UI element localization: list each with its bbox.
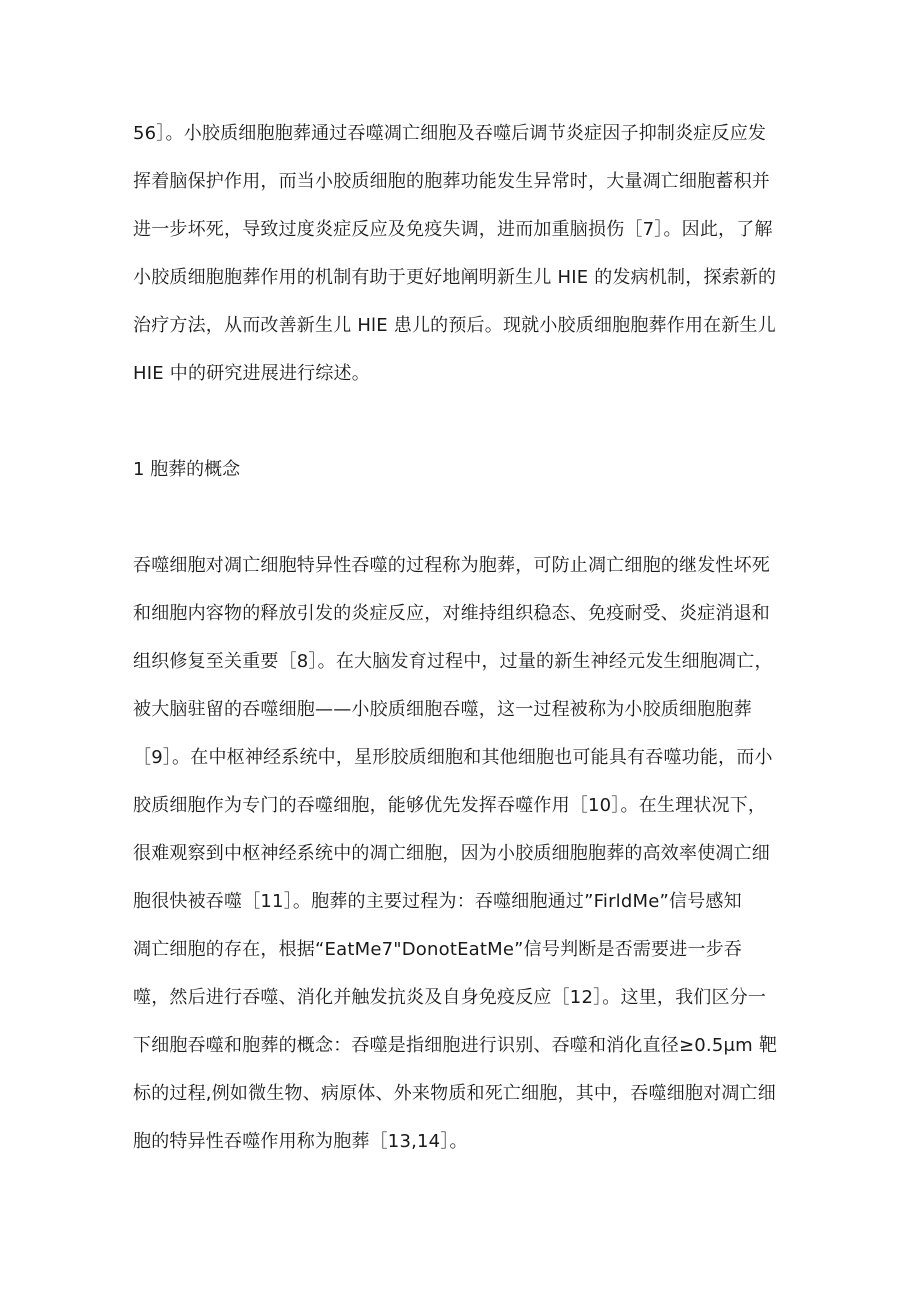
paragraph-line: HIE 中的研究进展进行综述。 [133, 363, 370, 384]
paragraph-line: 56］。小胶质细胞胞葬通过吞噬凋亡细胞及吞噬后调节炎症因子抑制炎症反应发 [133, 123, 767, 144]
paragraph-line: 和细胞内容物的释放引发的炎症反应，对维持组织稳态、免疫耐受、炎症消退和 [133, 603, 770, 624]
paragraph-line: ［9］。在中枢神经系统中，星形胶质细胞和其他细胞也可能具有吞噬功能，而小 [133, 747, 773, 768]
paragraph-line: 被大脑驻留的吞噬细胞——小胶质细胞吞噬，这一过程被称为小胶质细胞胞葬 [133, 699, 752, 720]
paragraph-line: 胞的特异性吞噬作用称为胞葬［13,14］。 [133, 1131, 468, 1152]
paragraph-line: 很难观察到中枢神经系统中的凋亡细胞，因为小胶质细胞胞葬的高效率使凋亡细 [133, 843, 770, 864]
paragraph-line: 治疗方法，从而改善新生儿 HlE 患儿的预后。现就小胶质细胞胞葬作用在新生儿 [133, 315, 776, 336]
paragraph-line: 组织修复至关重要［8］。在大脑发育过程中，过量的新生神经元发生细胞凋亡， [133, 651, 773, 672]
paragraph-line: 下细胞吞噬和胞葬的概念：吞噬是指细胞进行识别、吞噬和消化直径≥0.5μm 靶 [133, 1035, 778, 1056]
paragraph-line: 凋亡细胞的存在，根据“EatMe7"DonotEatMe”信号判断是否需要进一步吞 [133, 939, 743, 960]
paragraph-line: 小胶质细胞胞葬作用的机制有助于更好地阐明新生儿 HIE 的发病机制，探索新的 [133, 267, 777, 288]
paragraph-line: 进一步坏死，导致过度炎症反应及免疫失调，进而加重脑损伤［7］。因此，了解 [133, 219, 773, 240]
section-heading: 1 胞葬的概念 [133, 459, 241, 480]
paragraph-line: 噬，然后进行吞噬、消化并触发抗炎及自身免疫反应［12］。这里，我们区分一 [133, 987, 767, 1008]
paragraph-line: 标的过程,例如微生物、病原体、外来物质和死亡细胞，其中，吞噬细胞对凋亡细 [133, 1083, 776, 1104]
paragraph-line: 挥着脑保护作用，而当小胶质细胞的胞葬功能发生异常时，大量凋亡细胞蓄积并 [133, 171, 770, 192]
paragraph-line: 胶质细胞作为专门的吞噬细胞，能够优先发挥吞噬作用［10］。在生理状况下， [133, 795, 767, 816]
paragraph-line: 胞很快被吞噬［11］。胞葬的主要过程为：吞噬细胞通过”FirldMe”信号感知 [133, 891, 742, 912]
paragraph-line: 吞噬细胞对凋亡细胞特异性吞噬的过程称为胞葬，可防止凋亡细胞的继发性坏死 [133, 555, 770, 576]
